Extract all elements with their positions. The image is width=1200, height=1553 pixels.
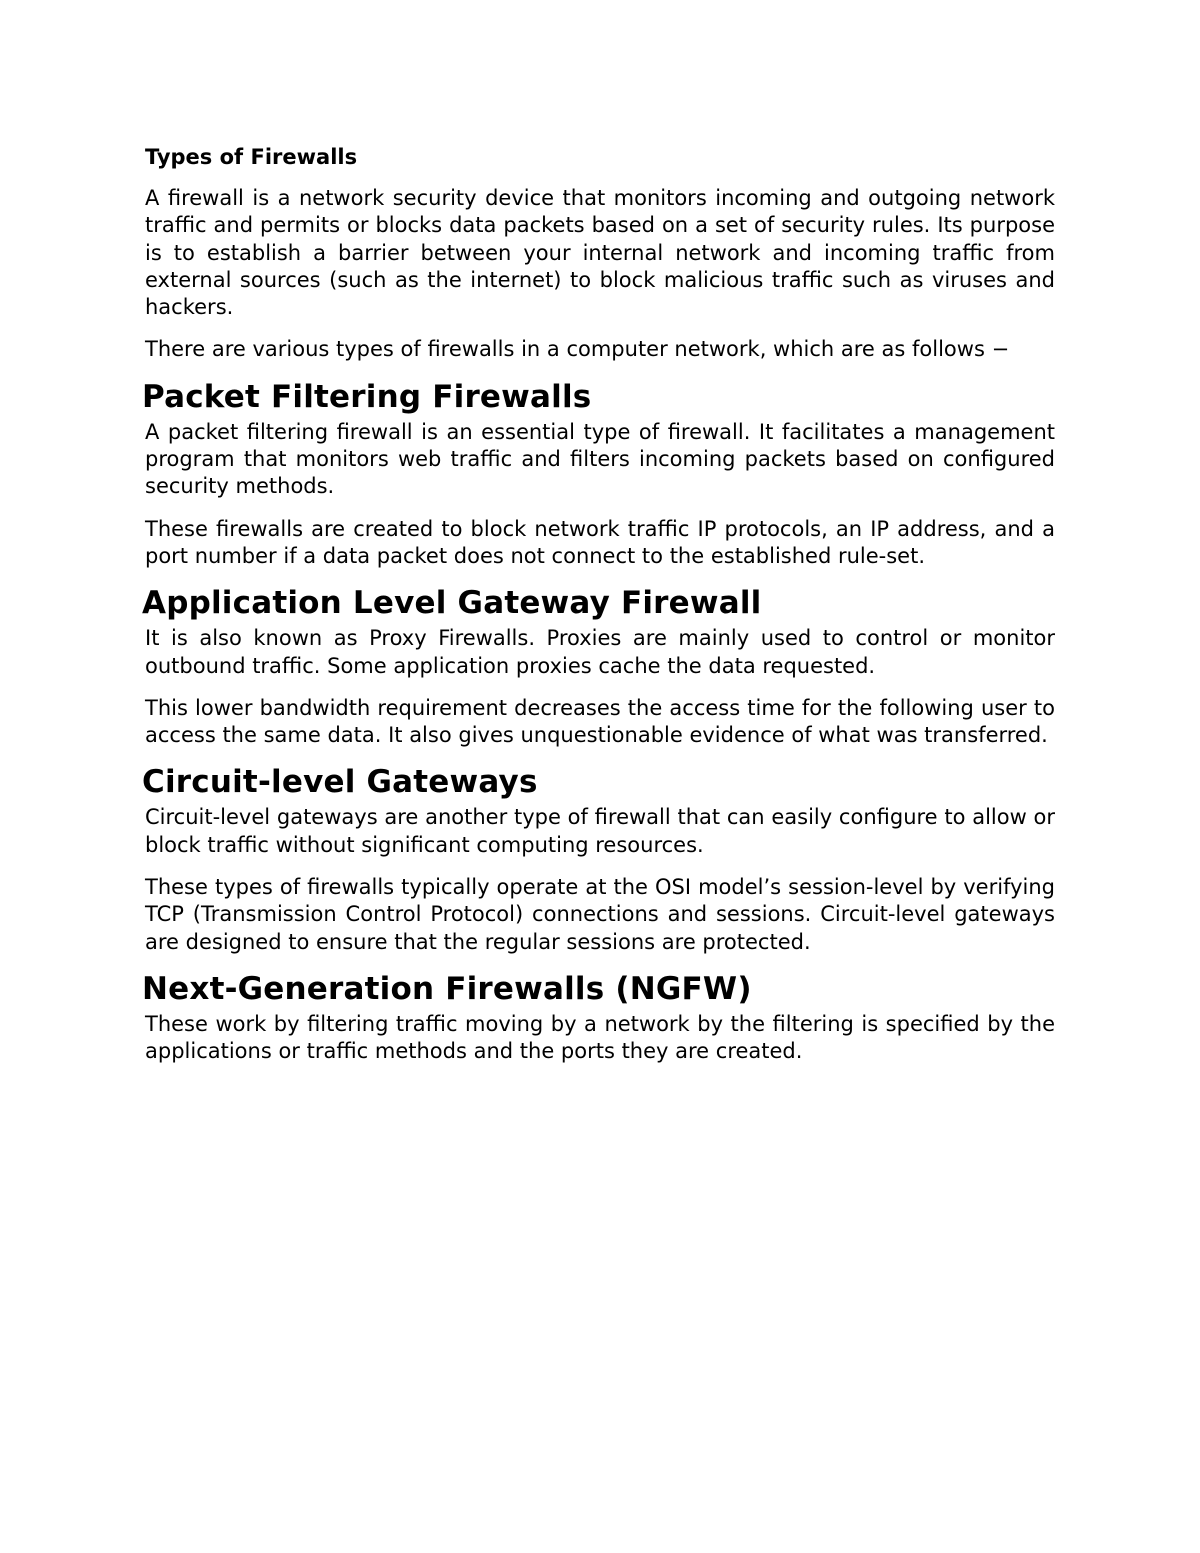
section-paragraph: These types of firewalls typically operate at the OSI model’s session-level by verifying TCP (Transmission Control Protocol) connections and sessions. Circuit-level gateways are designed to ensure that the regular sessions are protected. xyxy=(145,875,1055,954)
section-heading: Packet Filtering Firewalls xyxy=(142,378,592,415)
section-paragraph: This lower bandwidth requirement decreases the access time for the following user to access the same data. It also gives unquestionable evidence of what was transferred. xyxy=(145,695,1055,748)
section-heading: Application Level Gateway Firewall xyxy=(142,585,762,622)
section-paragraph: These firewalls are created to block network traffic IP protocols, an IP address, and a port number if a data packet does not connect to the established rule-set. xyxy=(145,516,1055,568)
section-heading: Circuit-level Gateways xyxy=(142,764,538,801)
document-page xyxy=(142,143,1055,1081)
section-paragraph: These work by filtering traffic moving by a network by the filtering is specified by the applications or traffic methods and the ports they are created. xyxy=(145,1011,1055,1064)
section-heading: Next-Generation Firewalls (NGFW) xyxy=(142,970,752,1007)
section-paragraph: Circuit-level gateways are another type of firewall that can easily configure to allow or block traffic without significant computing resources. xyxy=(145,805,1055,857)
section-paragraph: It is also known as Proxy Firewalls. Proxies are mainly used to control or monitor outbound traffic. Some application proxies cache the data requested. xyxy=(145,626,1055,678)
intro-paragraph-2: There are various types of firewalls in a computer network, which are as follows − xyxy=(145,337,1010,362)
intro-paragraph-1: A firewall is a network security device that monitors incoming and outgoing network traffic and permits or blocks data packets based on a set of security rules. Its purpose is to establish a barrier between your internal network and incoming traffic from external sources (such as the internet) to block malicious traffic such as viruses and hackers. xyxy=(145,186,1055,320)
section-application-level-gateway xyxy=(142,585,1055,749)
section-circuit-level-gateways xyxy=(142,764,1055,955)
section-packet-filtering xyxy=(142,378,1055,570)
section-paragraph: A packet filtering firewall is an essential type of firewall. It facilitates a management program that monitors web traffic and filters incoming packets based on configured security methods. xyxy=(145,419,1055,499)
document-title: Types of Firewalls xyxy=(145,145,358,169)
section-next-generation-firewalls xyxy=(142,970,1055,1066)
